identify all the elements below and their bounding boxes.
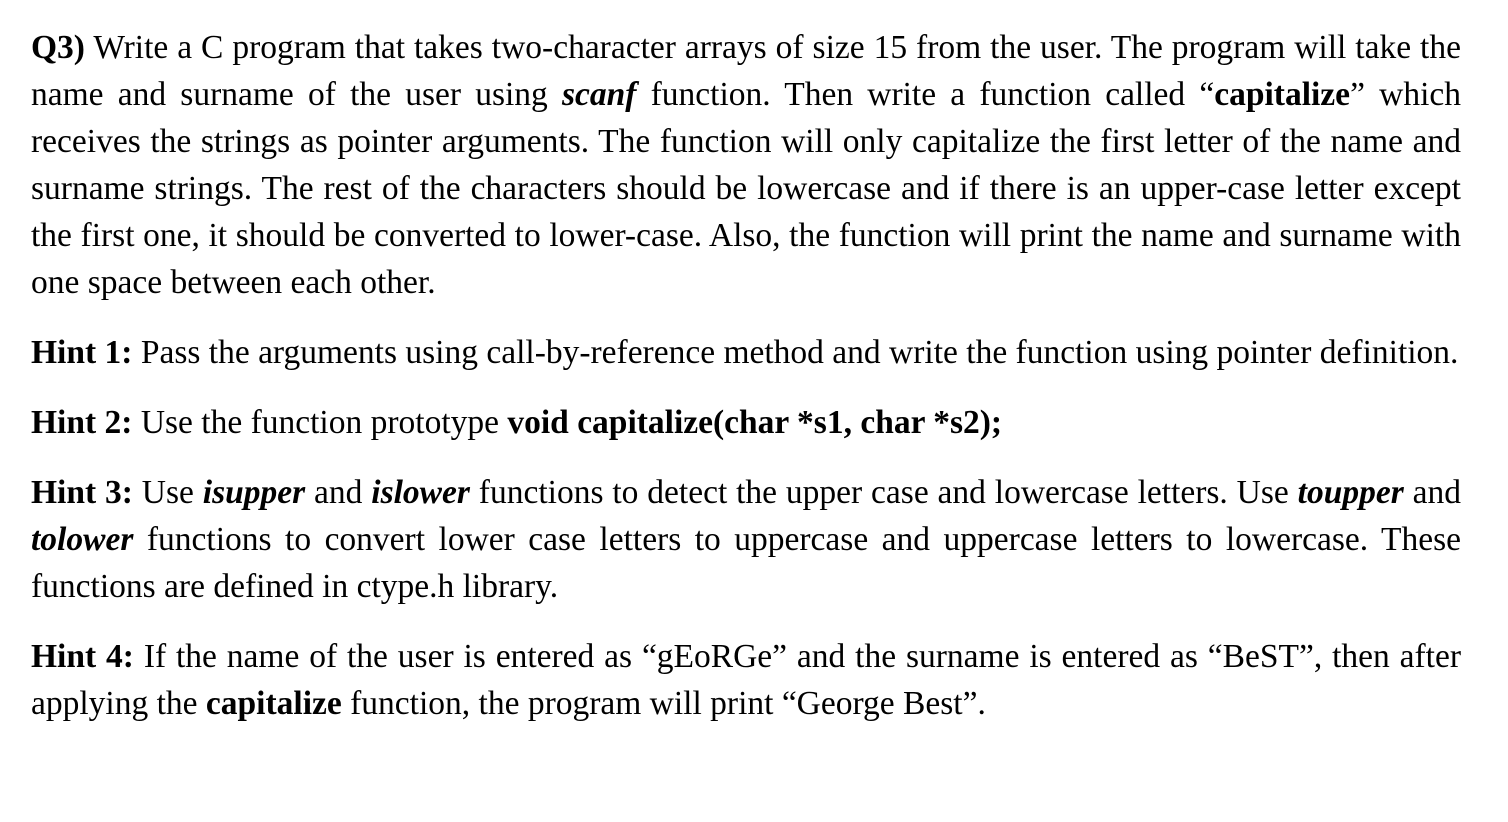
hint-1-paragraph xyxy=(31,329,1461,376)
capitalize-keyword: capitalize xyxy=(1214,76,1351,113)
hint-3-text-3: functions to detect the upper case and lowercase letters. Use xyxy=(469,474,1298,511)
islower-keyword: islower xyxy=(371,474,470,511)
question-text-1: Write a C program that takes two-character arrays of size 15 from the user. The program will take the name and surname of the user using xyxy=(31,29,1461,113)
hint-4-paragraph xyxy=(31,633,1461,727)
hint-2-label: Hint 2: xyxy=(31,404,133,441)
hint-4-text-2: function, the program will print “George Best”. xyxy=(341,685,986,722)
scanf-keyword: scanf xyxy=(562,76,637,113)
hint-3-text-4: and xyxy=(1403,474,1462,511)
toupper-keyword: toupper xyxy=(1297,474,1404,511)
hint-2-paragraph xyxy=(31,399,1461,446)
hint-4-text-1: If the name of the user is entered as “gEoRGe” and the surname is entered as “BeST”, then after applying the xyxy=(31,638,1461,722)
hint-2-text: Use the function prototype xyxy=(132,404,508,441)
hint-1-label: Hint 1: xyxy=(31,334,133,371)
question-label: Q3) xyxy=(31,29,85,66)
question-text-2: function. Then write a function called “ xyxy=(636,76,1215,113)
isupper-keyword: isupper xyxy=(202,474,306,511)
hint-3-text-5: functions to convert lower case letters to uppercase and uppercase letters to lowercase. These functions are defined in ctype.h library. xyxy=(31,521,1461,605)
question-q3-paragraph xyxy=(31,24,1461,306)
hint-3-text-1: Use xyxy=(132,474,203,511)
hint-3-text-2: and xyxy=(305,474,372,511)
hint-1-text: Pass the arguments using call-by-reference method and write the function using pointer definition. xyxy=(132,334,1459,371)
question-text-3: ” which receives the strings as pointer arguments. The function will only capitalize the first letter of the name and surname strings. The rest of the characters should be lowercase and if there is an upper-case letter except the first one, it should be converted to lower-case. Also, the function will print the name and surname with one space between each other. xyxy=(31,76,1461,301)
function-prototype: void capitalize(char *s1, char *s2); xyxy=(507,404,1003,441)
question-document xyxy=(31,24,1461,727)
hint-4-label: Hint 4: xyxy=(31,638,134,675)
tolower-keyword: tolower xyxy=(31,521,134,558)
capitalize-keyword: capitalize xyxy=(205,685,342,722)
hint-3-label: Hint 3: xyxy=(31,474,133,511)
hint-3-paragraph xyxy=(31,469,1461,610)
